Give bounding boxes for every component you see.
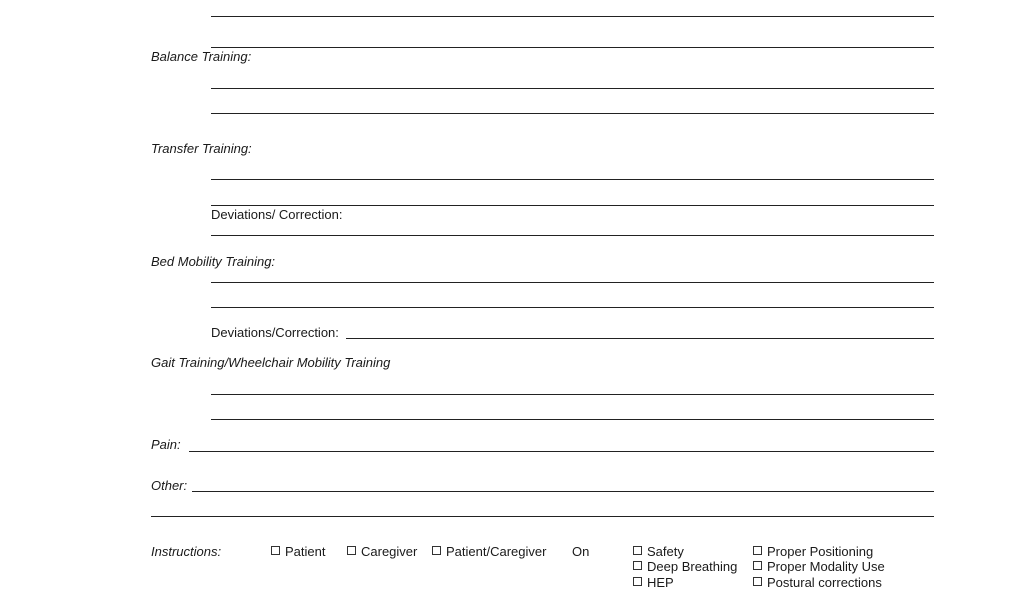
patient-caregiver-checkbox[interactable] [432,544,546,559]
other-line[interactable] [192,491,934,492]
bed-deviations-label: Deviations/Correction: [211,325,339,340]
bed-mobility-training-label: Bed Mobility Training: [151,254,276,269]
pain-label: Pain: [151,437,181,452]
patient-option-label: Patient [285,544,326,559]
instructions-label: Instructions: [151,544,222,559]
safety-option-label: Safety [647,544,684,559]
pain-line[interactable] [189,451,934,452]
checkbox-icon[interactable] [753,546,762,555]
transfer-training-line-1[interactable] [211,179,934,180]
other-line-2[interactable] [151,516,934,517]
entry-line[interactable] [211,16,934,17]
bed-mobility-line-1[interactable] [211,282,934,283]
proper-positioning-checkbox[interactable] [753,544,873,559]
balance-training-line-2[interactable] [211,113,934,114]
checkbox-icon[interactable] [271,546,280,555]
patient-checkbox[interactable] [271,544,325,559]
balance-training-label: Balance Training: [151,49,252,64]
hep-option-label: HEP [647,575,674,590]
gait-training-label: Gait Training/Wheelchair Mobility Training [151,355,391,370]
bed-deviations-line[interactable] [346,338,934,339]
checkbox-icon[interactable] [633,546,642,555]
proper-modality-use-option-label: Proper Modality Use [767,559,885,574]
proper-positioning-option-label: Proper Positioning [767,544,874,559]
caregiver-checkbox[interactable] [347,544,417,559]
deep-breathing-checkbox[interactable] [633,559,737,574]
checkbox-icon[interactable] [753,577,762,586]
other-label: Other: [151,478,188,493]
checkbox-icon[interactable] [347,546,356,555]
checkbox-icon[interactable] [633,561,642,570]
safety-checkbox[interactable] [633,544,684,559]
gait-training-line-2[interactable] [211,419,934,420]
transfer-training-label: Transfer Training: [151,141,252,156]
checkbox-icon[interactable] [432,546,441,555]
checkbox-icon[interactable] [753,561,762,570]
postural-corrections-checkbox[interactable] [753,575,882,590]
caregiver-option-label: Caregiver [361,544,418,559]
patient-caregiver-option-label: Patient/Caregiver [446,544,547,559]
checkbox-icon[interactable] [633,577,642,586]
bed-mobility-line-2[interactable] [211,307,934,308]
postural-corrections-option-label: Postural corrections [767,575,882,590]
hep-checkbox[interactable] [633,575,674,590]
transfer-training-line-2[interactable] [211,205,934,206]
entry-line[interactable] [211,47,934,48]
transfer-deviations-line[interactable] [211,235,934,236]
gait-training-line-1[interactable] [211,394,934,395]
deep-breathing-option-label: Deep Breathing [647,559,738,574]
transfer-deviations-label: Deviations/ Correction: [211,207,343,222]
balance-training-line-1[interactable] [211,88,934,89]
proper-modality-use-checkbox[interactable] [753,559,885,574]
on-label: On [572,544,590,559]
